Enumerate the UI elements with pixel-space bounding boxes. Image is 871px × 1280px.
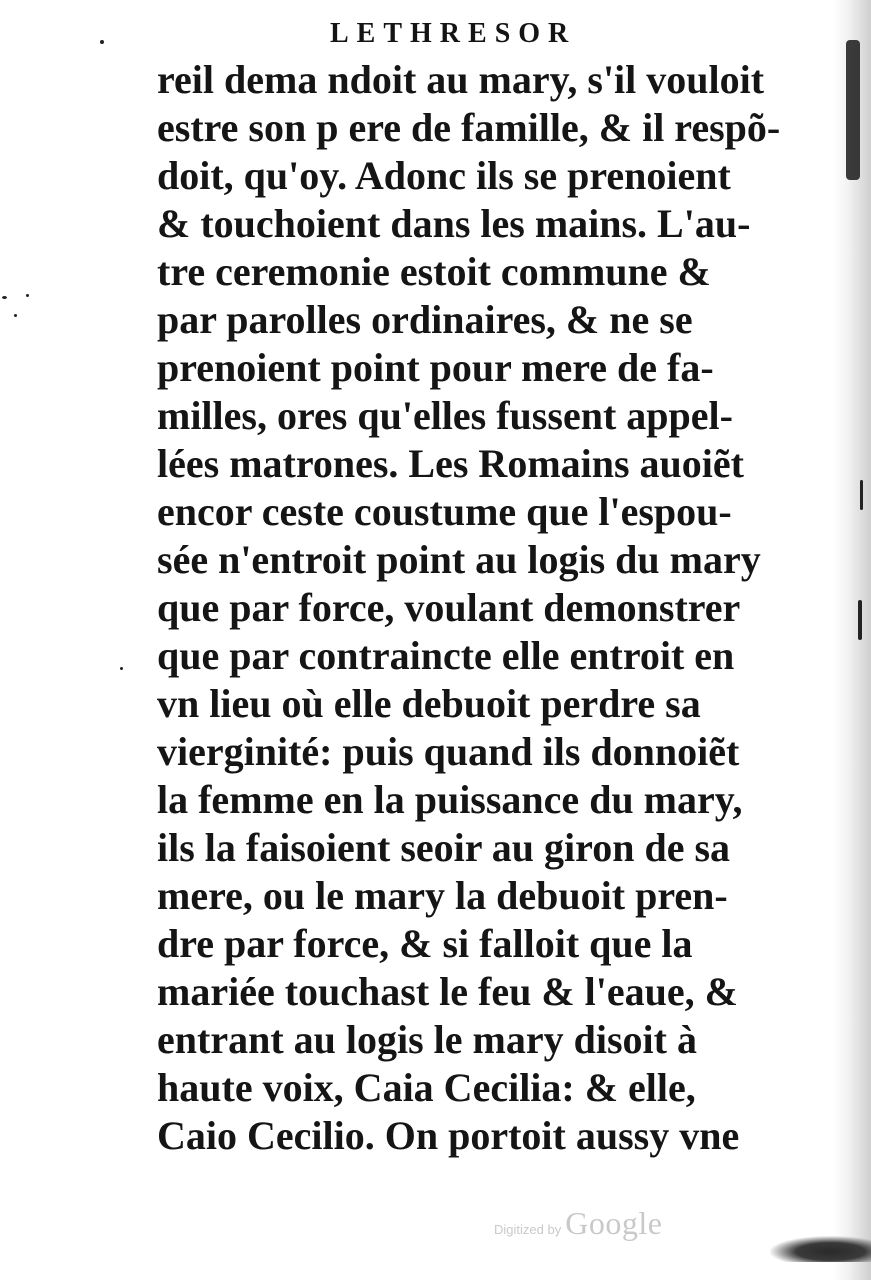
text-line: doit, qu'oy. Adonc ils se prenoient — [157, 153, 731, 198]
text-line: estre son p ere de famille, & il respõ- — [157, 105, 781, 150]
scan-speck — [860, 480, 863, 510]
scan-speck — [26, 294, 29, 297]
scan-speck — [120, 667, 123, 670]
text-line: lées matrones. Les Romains auoiẽt — [157, 441, 744, 486]
text-line: la femme en la puissance du mary, — [157, 777, 743, 822]
text-line: vn lieu où elle debuoit perdre sa — [157, 681, 701, 726]
text-line: dre par force, & si falloit que la — [157, 921, 693, 966]
text-line: prenoient point pour mere de fa- — [157, 345, 714, 390]
scan-speck — [858, 600, 862, 640]
text-line: reil dema ndoit au mary, s'il vouloit — [157, 57, 765, 102]
text-line: sée n'entroit point au logis du mary — [157, 537, 761, 582]
running-head: LETHRESOR — [330, 18, 577, 49]
text-line: Caio Cecilio. On portoit aussy vne — [157, 1113, 740, 1158]
text-line: tre ceremonie estoit commune & — [157, 249, 711, 294]
text-line: encor ceste coustume que l'espou- — [157, 489, 732, 534]
text-line: que par force, voulant demonstrer — [157, 585, 741, 630]
text-line: mariée touchast le feu & l'eaue, & — [157, 969, 738, 1014]
text-line: vierginité: puis quand ils donnoiẽt — [157, 729, 740, 774]
page-edge-shadow — [833, 0, 871, 1280]
text-line: entrant au logis le mary disoit à — [157, 1017, 697, 1062]
text-line: ils la faisoient seoir au giron de sa — [157, 825, 731, 870]
scan-speck — [14, 314, 17, 317]
text-line: & touchoient dans les mains. L'au- — [157, 201, 751, 246]
text-line: milles, ores qu'elles fussent appel- — [157, 393, 733, 438]
text-line: mere, ou le mary la debuoit pren- — [157, 873, 728, 918]
text-line: que par contraincte elle entroit en — [157, 633, 735, 678]
text-line: par parolles ordinaires, & ne se — [157, 297, 693, 342]
google-logo: Google — [565, 1205, 663, 1241]
scan-speck — [100, 40, 104, 44]
text-line: haute voix, Caia Cecilia: & elle, — [157, 1065, 696, 1110]
scan-smudge — [770, 1236, 871, 1262]
digitization-watermark — [494, 1205, 662, 1242]
scan-speck — [2, 296, 7, 299]
binding-mark — [846, 40, 860, 180]
watermark-prefix: Digitized by — [494, 1222, 562, 1237]
